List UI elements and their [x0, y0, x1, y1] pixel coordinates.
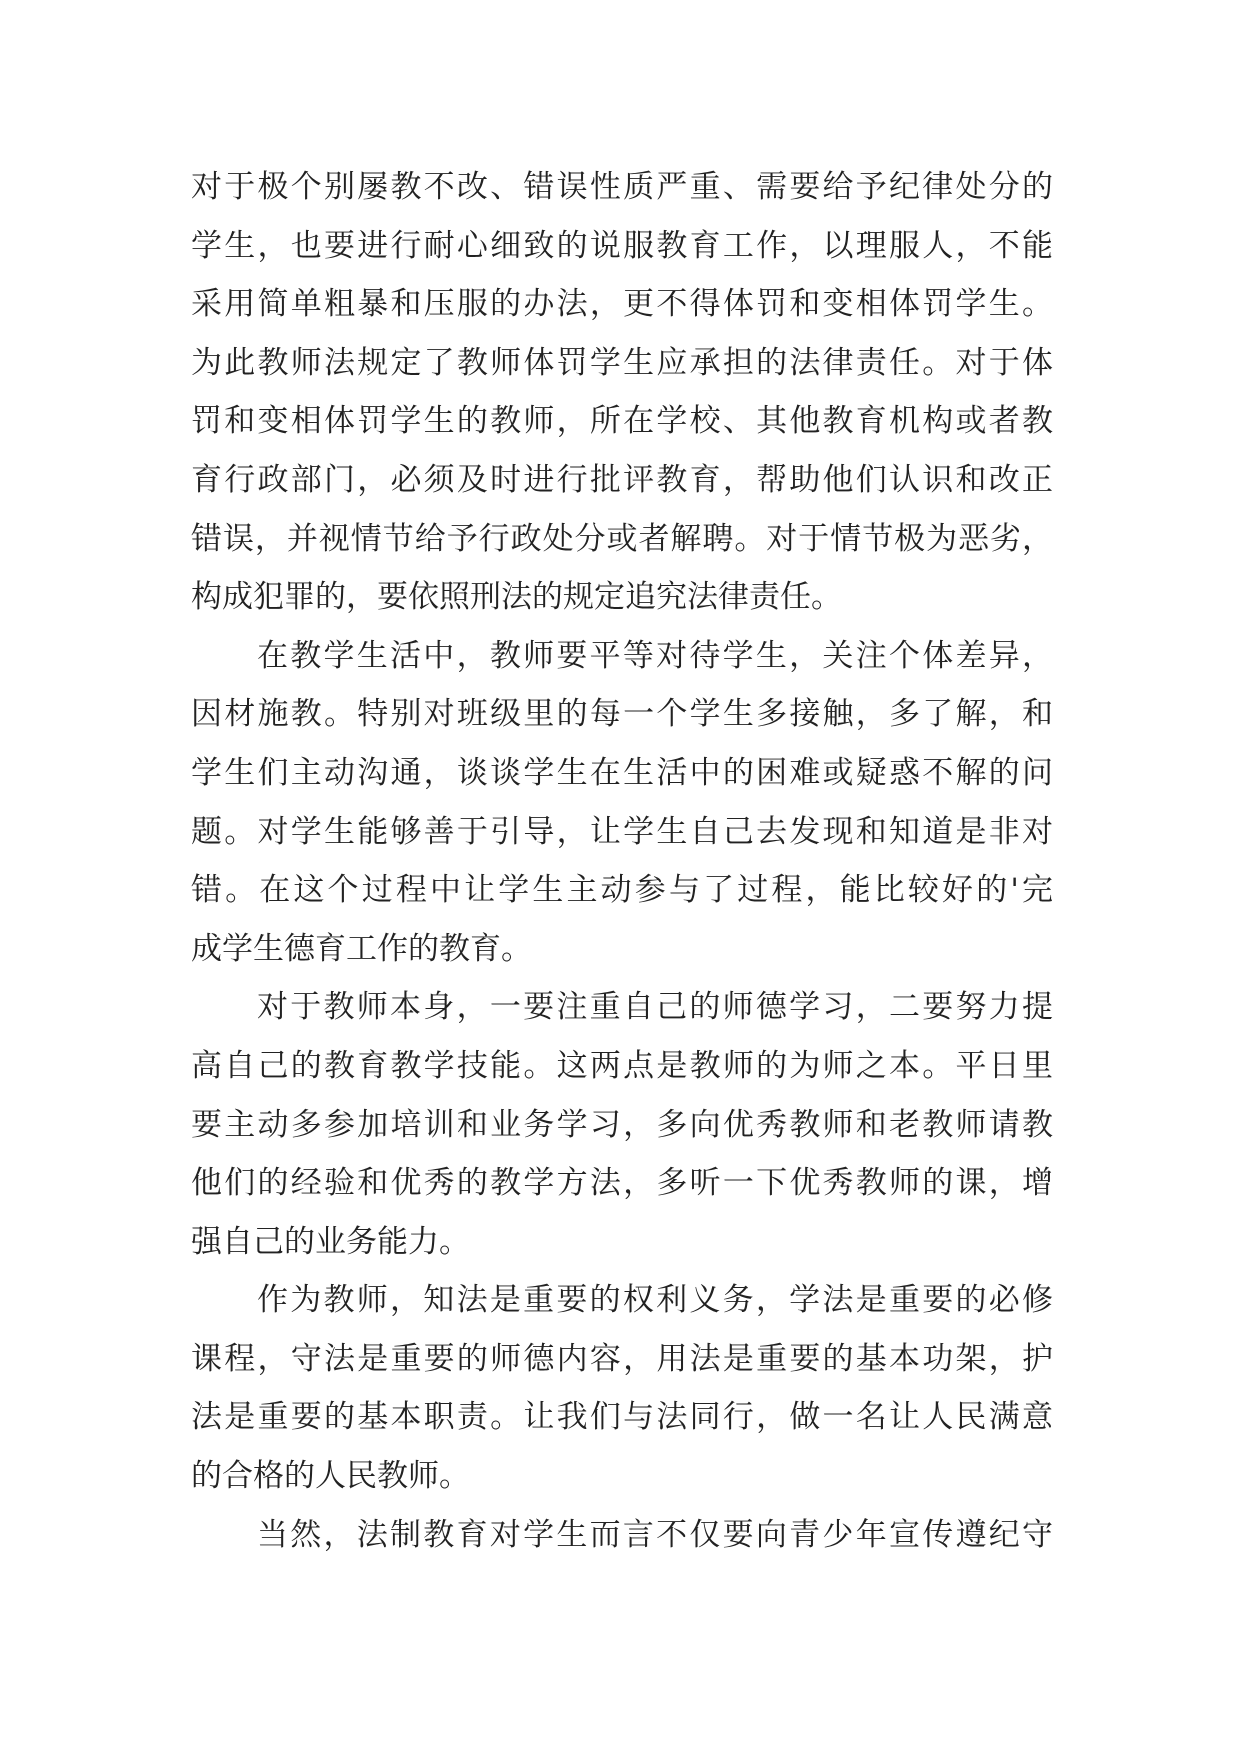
text-line: 成学生德育工作的教育。 [191, 930, 532, 967]
text-line: 采用简单粗暴和压服的办法，更不得体罚和变相体罚学生。 [191, 286, 1053, 323]
text-line: 为此教师法规定了教师体罚学生应承担的法律责任。对于体 [191, 344, 1053, 381]
text-line: 在教学生活中，教师要平等对待学生，关注个体差异， [257, 637, 1053, 674]
text-line: 学生们主动沟通，谈谈学生在生活中的困难或疑惑不解的问 [191, 754, 1053, 791]
text-line: 他们的经验和优秀的教学方法，多听一下优秀教师的课，增 [191, 1165, 1053, 1202]
text-line: 的合格的人民教师。 [191, 1458, 470, 1495]
text-line: 强自己的业务能力。 [191, 1223, 470, 1260]
text-line: 对于极个别屡教不改、错误性质严重、需要给予纪律处分的 [191, 169, 1053, 205]
text-line: 错误，并视情节给予行政处分或者解聘。对于情节极为恶劣， [191, 520, 1053, 557]
paragraph-3 [191, 978, 1053, 1271]
text-line: 错。在这个过程中让学生主动参与了过程，能比较好的'完 [191, 872, 1053, 909]
text-line: 对于教师本身，一要注重自己的师德学习，二要努力提 [257, 989, 1053, 1026]
text-line: 因材施教。特别对班级里的每一个学生多接触，多了解，和 [191, 696, 1053, 733]
text-line: 罚和变相体罚学生的教师，所在学校、其他教育机构或者教 [191, 403, 1053, 440]
text-line: 当然，法制教育对学生而言不仅要向青少年宣传遵纪守 [257, 1516, 1053, 1553]
text-line: 法是重要的基本职责。让我们与法同行，做一名让人民满意 [191, 1399, 1053, 1436]
text-line: 高自己的教育教学技能。这两点是教师的为师之本。平日里 [191, 1047, 1053, 1084]
document-body [191, 158, 1053, 1564]
paragraph-4 [191, 1271, 1053, 1505]
paragraph-5 [191, 1506, 1053, 1565]
text-line: 育行政部门，必须及时进行批评教育，帮助他们认识和改正 [191, 461, 1053, 498]
paragraph-2 [191, 627, 1053, 979]
text-line: 要主动多参加培训和业务学习，多向优秀教师和老教师请教 [191, 1106, 1053, 1143]
text-line: 构成犯罪的，要依照刑法的规定追究法律责任。 [191, 579, 842, 616]
text-line: 学生，也要进行耐心细致的说服教育工作，以理服人，不能 [191, 227, 1053, 264]
text-line: 作为教师，知法是重要的权利义务，学法是重要的必修 [257, 1282, 1053, 1319]
text-line: 题。对学生能够善于引导，让学生自己去发现和知道是非对 [191, 813, 1053, 850]
text-line: 课程，守法是重要的师德内容，用法是重要的基本功架，护 [191, 1340, 1053, 1377]
paragraph-1 [191, 158, 1053, 627]
